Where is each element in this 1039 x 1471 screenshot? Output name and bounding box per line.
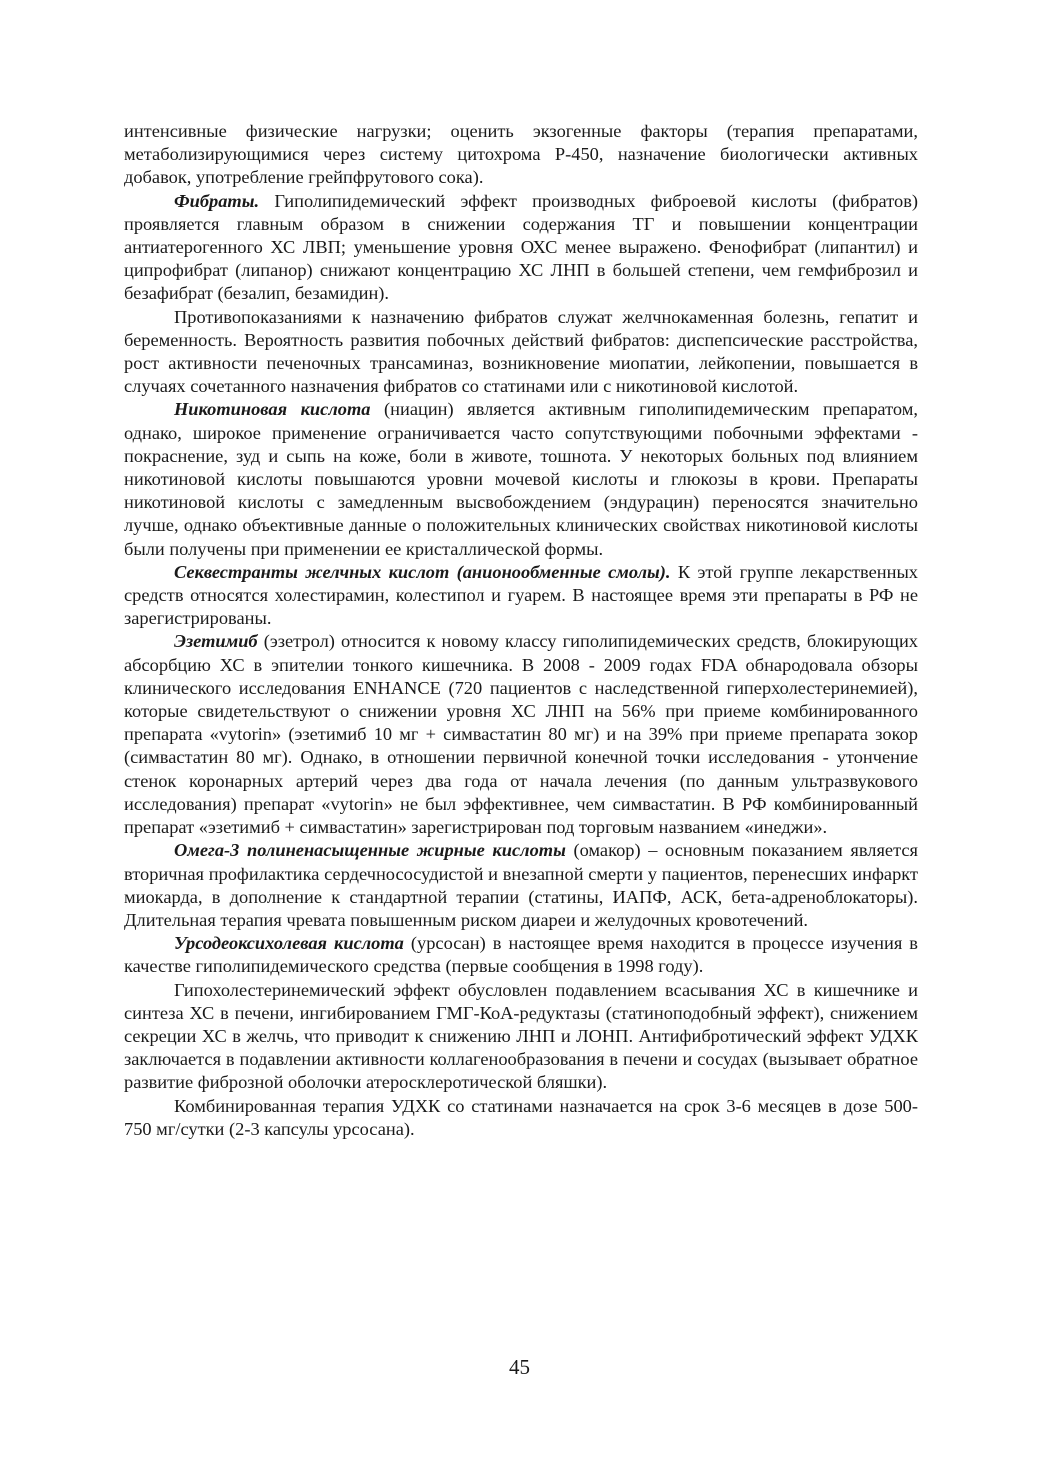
paragraph-bile-acid-sequestrants bbox=[124, 561, 918, 631]
paragraph-contraindications bbox=[124, 306, 918, 399]
term-fibrates: Фибраты. bbox=[174, 190, 260, 211]
paragraph-text: (омакор) – основным показанием является вторичная профилактика сердечнососудистой и внезапной смерти у пациентов, перенесших инфаркт миокарда, в дополнение к стандартной терапии (статины, ИАПФ, АСК, бета-адреноблокаторы). Длительная терапия чревата повышенным риском диареи и желудочных кровотечений. bbox=[124, 840, 918, 930]
paragraph-hypocholesterolemic-effect bbox=[124, 979, 918, 1095]
document-body bbox=[124, 120, 918, 1141]
paragraph-text: Гиполипидемический эффект производных фиброевой кислоты (фибратов) проявляется главным образом в снижении содержания ТГ и повышении концентрации антиатерогенного ХС ЛВП; уменьшение уровня ОХС менее выражено. Фенофибрат (липантил) и ципрофибрат (липанор) снижают концентрацию ХС ЛНП в большей степени, чем гемфиброзил и безафибрат (безалип, безамидин). bbox=[124, 190, 918, 304]
page-number: 45 bbox=[509, 1355, 530, 1379]
paragraph-text: Противопоказаниями к назначению фибратов служат желчнокаменная болезнь, гепатит и беременность. Вероятность развития побочных действий фибратов: диспепсические расстройства, рост активности печеночных трансаминаз, возникновение миопатии, лейкопении, повышается в случаях сочетанного назначения фибратов со статинами или с никотиновой кислотой. bbox=[124, 306, 918, 397]
paragraph-ezetimibe bbox=[124, 630, 918, 839]
term-ezetimibe: Эзетимиб bbox=[174, 631, 258, 652]
paragraph-1 bbox=[124, 120, 918, 190]
term-nicotinic-acid: Никотиновая кислота bbox=[174, 399, 371, 420]
paragraph-text: интенсивные физические нагрузки; оценить экзогенные факторы (терапия препаратами, метаболизирующимися через систему цитохрома Р-450, назначение биологически активных добавок, употребление грейпфрутового сока). bbox=[124, 121, 918, 188]
term-omega-3: Омега-3 полиненасыщенные жирные кислоты bbox=[174, 840, 566, 861]
term-ursodeoxycholic-acid: Урсодеоксихолевая кислота bbox=[174, 933, 404, 954]
paragraph-text: К этой группе лекарственных средств относятся холестирамин, колестипол и гуарем. В настоящее время эти препараты в РФ не зарегистрированы. bbox=[124, 561, 918, 629]
paragraph-text: (урсосан) в настоящее время находится в процессе изучения в качестве гиполипидемического средства (первые сообщения в 1998 году). bbox=[124, 933, 918, 977]
paragraph-combination-therapy bbox=[124, 1095, 918, 1141]
paragraph-ursodeoxycholic-acid bbox=[124, 932, 918, 978]
paragraph-omega-3 bbox=[124, 839, 918, 932]
paragraph-text: Комбинированная терапия УДХК со статинами назначается на срок 3-6 месяцев в дозе 500- 750 мг/сутки (2-3 капсулы урсосана). bbox=[124, 1095, 918, 1139]
paragraph-fibrates bbox=[124, 190, 918, 306]
paragraph-text: Гипохолестеринемический эффект обусловлен подавлением всасывания ХС в кишечнике и синтеза ХС в печени, ингибированием ГМГ-КоА-редуктазы (статиноподобный эффект), снижением секреции ХС в желчь, что приводит к снижению ЛНП и ЛОНП. Антифибротический эффект УДХК заключается в подавлении активности коллагенообразования в печени и сосудах (вызывает обратное развитие фиброзной оболочки атеросклеротической бляшки). bbox=[124, 979, 918, 1093]
paragraph-text: (эзетрол) относится к новому классу гиполипидемических средств, блокирующих абсорбцию ХС в эпителии тонкого кишечника. В 2008 - 2009 годах FDA обнародовала обзоры клинического исследования ENHANCE (720 пациентов с наследственной гиперхолестеринемией), которые свидетельствуют о снижении уровня ХС ЛНП на 56% при приеме комбинированного препарата «vytorin» (эзетимиб 10 мг + симвастатин 80 мг) и на 39% при приеме препарата зокор (симвастатин 80 мг). Однако, в отношении первичной конечной точки исследования - утончение стенок коронарных артерий через два года от начала лечения (по данным ультразвукового исследования) препарат «vytorin» не был эффективнее, чем симвастатин. В РФ комбинированный препарат «эзетимиб + симвастатин» зарегистрирован под торговым названием «инеджи». bbox=[124, 631, 918, 838]
term-bile-acid-sequestrants: Секвестранты желчных кислот (анионообменные смолы). bbox=[174, 561, 671, 582]
paragraph-text: (ниацин) является активным гиполипидемическим препаратом, однако, широкое применение ограничивается часто сопутствующими побочными эффектами - покраснение, зуд и сыпь на коже, боли в животе, тошнота. У некоторых больных под влиянием никотиновой кислоты повышаются уровни мочевой кислоты и глюкозы в крови. Препараты никотиновой кислоты с замедленным высвобождением (эндурацин) переносятся значительно лучше, однако объективные данные о положительных клинических свойствах никотиновой кислоты были получены при применении ее кристаллической формы. bbox=[124, 399, 918, 559]
paragraph-nicotinic-acid bbox=[124, 398, 918, 560]
